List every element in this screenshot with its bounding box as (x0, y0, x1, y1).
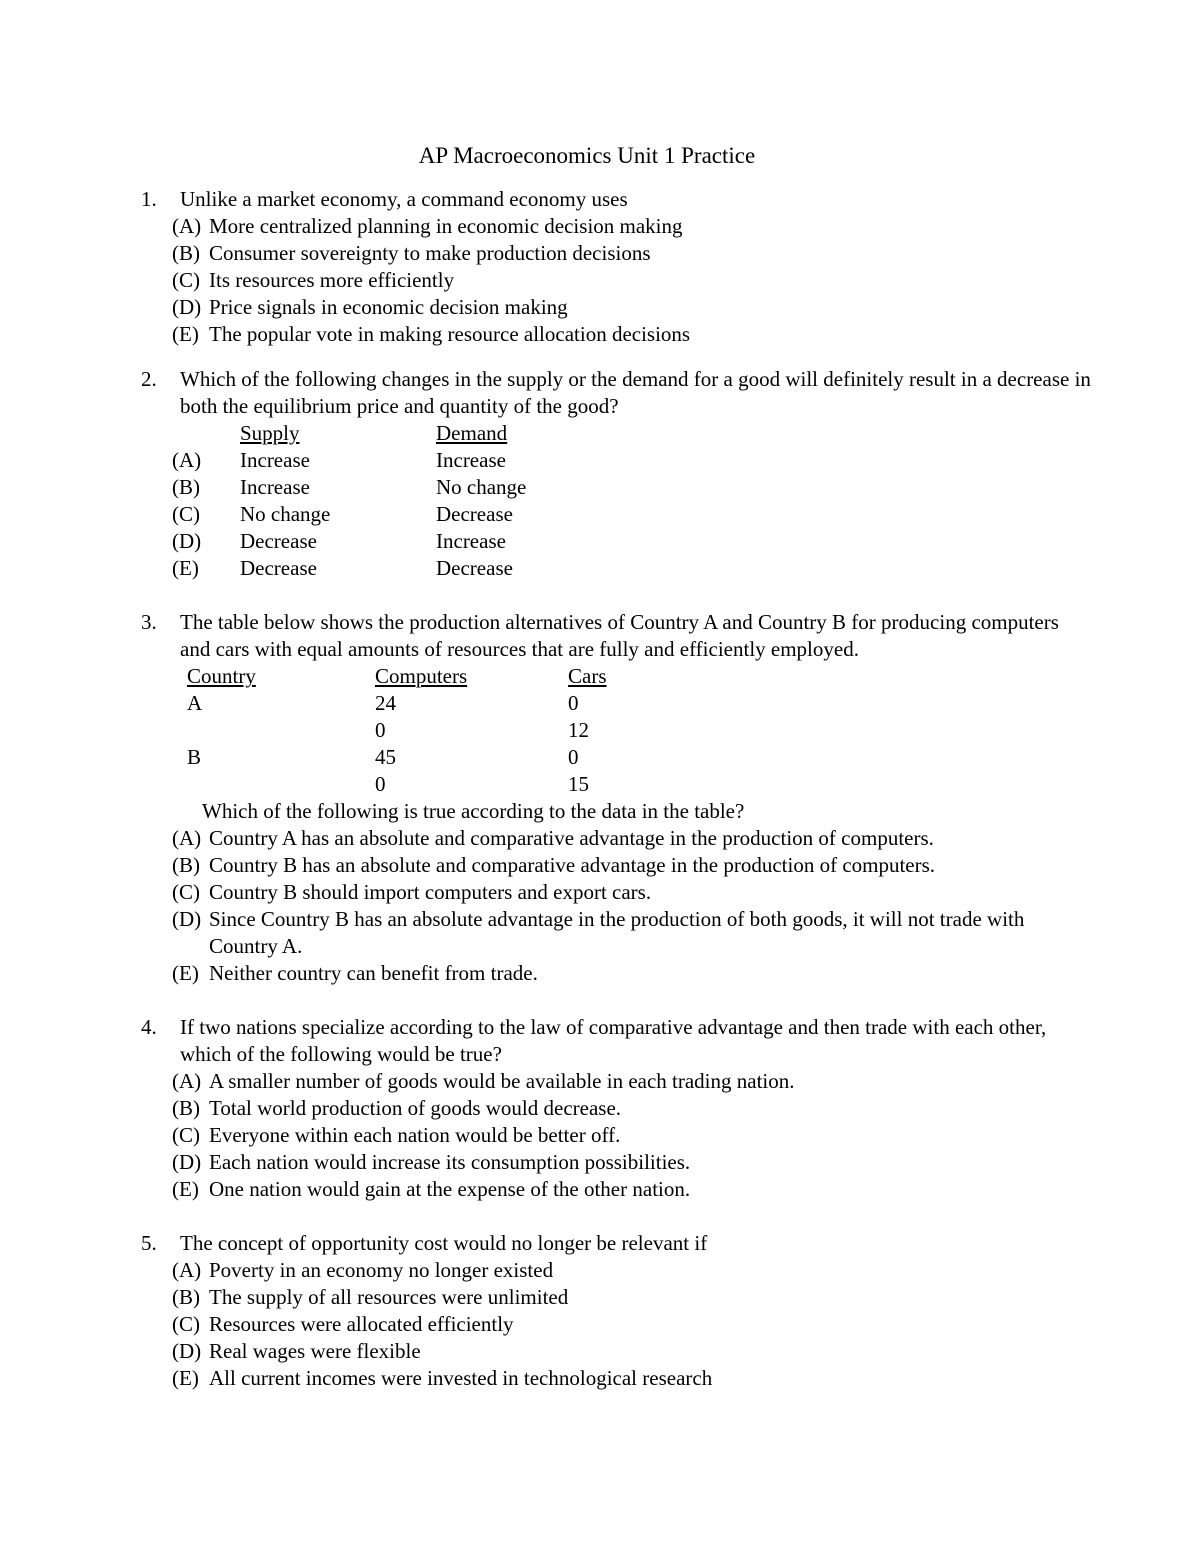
option-a (172, 1257, 1092, 1284)
computers-cell: 0 (375, 718, 386, 742)
option-text: A smaller number of goods would be available in each trading nation. (209, 1069, 795, 1093)
option-b (172, 1284, 1092, 1311)
question-number: 5. (141, 1231, 157, 1255)
option-label: (E) (172, 961, 199, 985)
table-header-row (172, 420, 1092, 447)
table-row (187, 717, 1092, 744)
supply-cell: Increase (240, 448, 310, 472)
demand-column-header: Demand (436, 421, 508, 445)
question-number: 2. (141, 367, 157, 391)
option-text: Each nation would increase its consumption possibilities. (209, 1150, 691, 1174)
option-label: (E) (172, 1177, 199, 1201)
supply-cell: No change (240, 502, 331, 526)
option-c (172, 879, 1092, 906)
question-4 (141, 1014, 1092, 1203)
option-text: Price signals in economic decision making (209, 295, 568, 319)
option-label: (A) (172, 1258, 202, 1282)
document-content (0, 186, 1192, 1392)
country-cell: A (187, 691, 203, 715)
option-text: Since Country B has an absolute advantage in the production of both goods, it will not trade with Country A. (209, 907, 1025, 958)
cars-cell: 0 (568, 691, 579, 715)
option-label: (A) (172, 1069, 202, 1093)
row-label: (B) (172, 475, 200, 499)
option-e (172, 321, 1092, 348)
option-text: Consumer sovereignty to make production decisions (209, 241, 651, 265)
demand-cell: Decrease (436, 502, 513, 526)
option-d (172, 1149, 1092, 1176)
table-header-row (187, 663, 1092, 690)
demand-cell: Decrease (436, 556, 513, 580)
row-label: (A) (172, 448, 202, 472)
option-label: (D) (172, 907, 202, 931)
option-text: More centralized planning in economic decision making (209, 214, 683, 238)
supply-demand-table (172, 420, 1092, 582)
options-list (172, 825, 1092, 987)
computers-cell: 0 (375, 772, 386, 796)
option-label: (A) (172, 214, 202, 238)
question-5 (141, 1230, 1092, 1392)
demand-cell: Increase (436, 448, 506, 472)
option-e (172, 1365, 1092, 1392)
country-column-header: Country (187, 664, 256, 688)
supply-cell: Increase (240, 475, 310, 499)
table-row (187, 771, 1092, 798)
option-c (172, 1311, 1092, 1338)
option-b (172, 1095, 1092, 1122)
options-list (172, 1068, 1092, 1203)
question-stem: The concept of opportunity cost would no longer be relevant if (180, 1231, 708, 1255)
option-text: Its resources more efficiently (209, 268, 455, 292)
option-text: Country A has an absolute and comparative advantage in the production of computers. (209, 826, 934, 850)
option-text: Poverty in an economy no longer existed (209, 1258, 554, 1282)
computers-column-header: Computers (375, 664, 468, 688)
option-b (172, 240, 1092, 267)
table-row-c (172, 501, 1092, 528)
sub-question: Which of the following is true according to the data in the table? (202, 799, 745, 823)
option-text: Country B should import computers and export cars. (209, 880, 652, 904)
question-1 (141, 186, 1092, 348)
supply-cell: Decrease (240, 556, 317, 580)
question-number: 1. (141, 187, 157, 211)
table-row-a (172, 447, 1092, 474)
option-text: The supply of all resources were unlimited (209, 1285, 569, 1309)
option-b (172, 852, 1092, 879)
table-row-b (172, 474, 1092, 501)
option-d (172, 906, 1092, 960)
cars-cell: 15 (568, 772, 589, 796)
cars-cell: 12 (568, 718, 589, 742)
option-a (172, 825, 1092, 852)
options-list (172, 213, 1092, 348)
option-label: (C) (172, 1123, 200, 1147)
option-d (172, 1338, 1092, 1365)
country-cell (187, 717, 375, 744)
option-text: One nation would gain at the expense of the other nation. (209, 1177, 691, 1201)
option-text: Real wages were flexible (209, 1339, 421, 1363)
row-label: (C) (172, 502, 200, 526)
question-stem: The table below shows the production alternatives of Country A and Country B for producing computers and cars with equal amounts of resources that are fully and efficiently employed. (180, 610, 1059, 661)
option-label: (E) (172, 322, 199, 346)
question-stem: Which of the following changes in the supply or the demand for a good will definitely result in a decrease in both the equilibrium price and quantity of the good? (180, 367, 1091, 418)
question-number: 4. (141, 1015, 157, 1039)
supply-column-header: Supply (240, 421, 300, 445)
question-stem: If two nations specialize according to the law of comparative advantage and then trade with each other, which of the following would be true? (180, 1015, 1047, 1066)
option-c (172, 267, 1092, 294)
country-cell (187, 771, 375, 798)
question-2 (141, 366, 1092, 582)
option-text: Resources were allocated efficiently (209, 1312, 514, 1336)
option-label: (B) (172, 1096, 200, 1120)
option-label: (C) (172, 1312, 200, 1336)
empty-cell (172, 420, 240, 447)
option-label: (B) (172, 853, 200, 877)
cars-cell: 0 (568, 745, 579, 769)
option-e (172, 1176, 1092, 1203)
question-number: 3. (141, 610, 157, 634)
option-a (172, 1068, 1092, 1095)
option-label: (D) (172, 1150, 202, 1174)
question-stem: Unlike a market economy, a command economy uses (180, 187, 628, 211)
option-label: (D) (172, 295, 202, 319)
option-label: (B) (172, 1285, 200, 1309)
computers-cell: 45 (375, 745, 396, 769)
option-d (172, 294, 1092, 321)
option-text: Neither country can benefit from trade. (209, 961, 538, 985)
country-cell: B (187, 745, 202, 769)
computers-cell: 24 (375, 691, 396, 715)
options-list (172, 1257, 1092, 1392)
row-label: (D) (172, 529, 202, 553)
option-text: All current incomes were invested in technological research (209, 1366, 713, 1390)
demand-cell: No change (436, 475, 527, 499)
option-label: (C) (172, 268, 200, 292)
cars-column-header: Cars (568, 664, 607, 688)
option-label: (D) (172, 1339, 202, 1363)
supply-cell: Decrease (240, 529, 317, 553)
option-label: (B) (172, 241, 200, 265)
table-row-d (172, 528, 1092, 555)
production-table (187, 663, 1092, 798)
table-row-e (172, 555, 1092, 582)
question-3 (141, 609, 1092, 987)
demand-cell: Increase (436, 529, 506, 553)
option-label: (C) (172, 880, 200, 904)
option-text: Everyone within each nation would be better off. (209, 1123, 621, 1147)
option-label: (E) (172, 1366, 199, 1390)
table-row (187, 690, 1092, 717)
option-a (172, 213, 1092, 240)
row-label: (E) (172, 556, 199, 580)
table-row (187, 744, 1092, 771)
option-c (172, 1122, 1092, 1149)
option-text: The popular vote in making resource allocation decisions (209, 322, 691, 346)
option-text: Total world production of goods would decrease. (209, 1096, 622, 1120)
option-e (172, 960, 1092, 987)
option-text: Country B has an absolute and comparative advantage in the production of computers. (209, 853, 936, 877)
option-label: (A) (172, 826, 202, 850)
document-title: AP Macroeconomics Unit 1 Practice (418, 143, 756, 168)
